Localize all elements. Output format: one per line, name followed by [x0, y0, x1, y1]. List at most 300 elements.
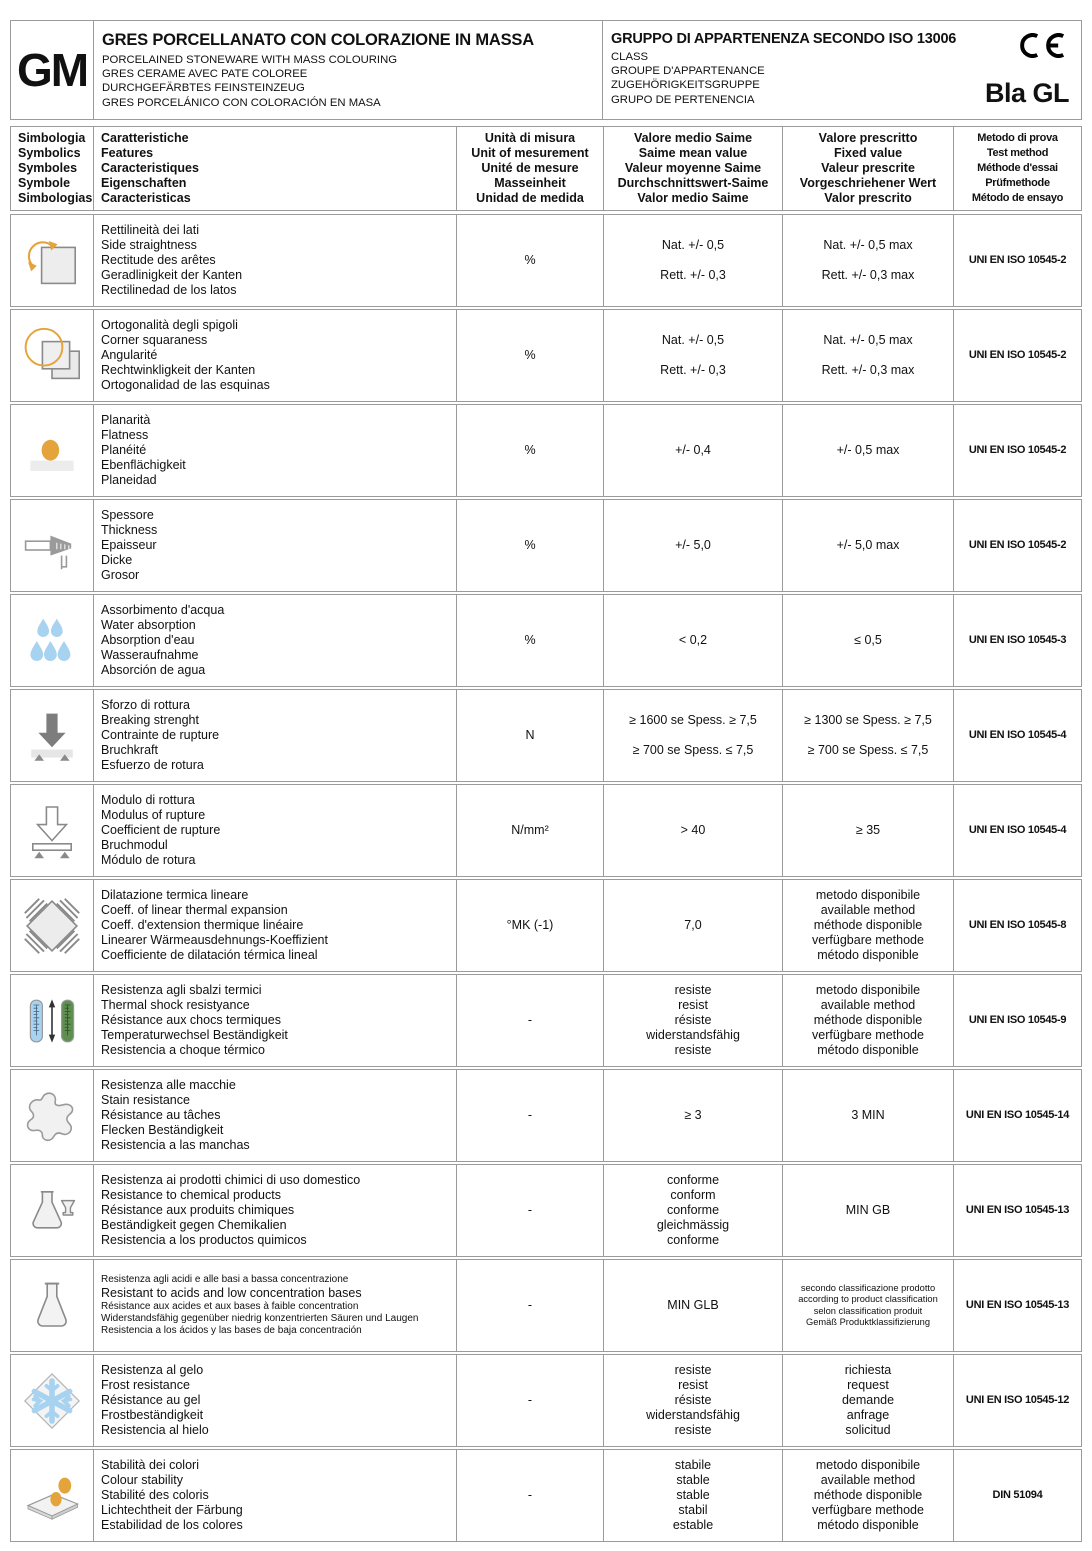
row-features: [93, 405, 456, 496]
text-line: Planéité: [101, 443, 147, 457]
table-row: [10, 689, 1082, 782]
text-line: Resistencia a choque térmico: [101, 1043, 265, 1057]
row-unit: [456, 1165, 603, 1256]
text-line: MIN GB: [845, 1203, 891, 1217]
text-line: Wasseraufnahme: [101, 648, 199, 662]
text-line: resiste: [674, 1043, 712, 1057]
text-line: Valeur prescrite: [821, 161, 915, 175]
text-line: Resistant to acids and low concentration bases: [101, 1286, 362, 1300]
text-line: Beständigkeit gegen Chemikalien: [101, 1218, 287, 1232]
row-mean-value: [603, 1355, 782, 1446]
row-unit: [456, 1260, 603, 1351]
text-line: UNI EN ISO 10545-13: [965, 1299, 1070, 1311]
text-line: UNI EN ISO 10545-3: [968, 634, 1067, 646]
text-line: método disponible: [817, 1518, 919, 1532]
text-line: Caracteristicas: [101, 191, 191, 205]
row-mean-value: [603, 405, 782, 496]
text-line: Resistencia a los ácidos y las bases de baja concentración: [101, 1325, 362, 1336]
text-line: Frostbeständigkeit: [101, 1408, 204, 1422]
row-fixed-value: [782, 310, 953, 401]
text-line: Méthode d'essai: [977, 162, 1058, 174]
text-line: +/- 5,0 max: [836, 538, 900, 552]
text-line: > 40: [680, 823, 706, 837]
text-line: [604, 728, 782, 743]
row-test-method: [953, 1070, 1081, 1161]
table-row: [10, 594, 1082, 687]
text-line: %: [524, 348, 536, 362]
table-row: [10, 879, 1082, 972]
text-line: Thickness: [101, 523, 158, 537]
row-symbol-cell: [11, 1450, 93, 1541]
text-line: Spessore: [101, 508, 154, 522]
text-line: résiste: [674, 1013, 712, 1027]
text-line: Linearer Wärmeausdehnungs-Koeffizient: [101, 933, 328, 947]
text-line: méthode disponible: [813, 1488, 923, 1502]
text-line: Vorgeschriehener Wert: [799, 176, 937, 190]
text-line: Side straightness: [101, 238, 197, 252]
text-line: Widerstandsfähig gegenüber niedrig konzentrierten Säuren und Laugen: [101, 1313, 419, 1324]
row-mean-value: [603, 1450, 782, 1541]
row-features: [93, 595, 456, 686]
class-marks: [985, 31, 1071, 113]
row-test-method: [953, 690, 1081, 781]
row-test-method: [953, 500, 1081, 591]
table-header-row: [10, 126, 1082, 211]
text-line: Planeidad: [101, 473, 157, 487]
row-fixed-value: [782, 690, 953, 781]
text-line: Flatness: [101, 428, 149, 442]
row-mean-value: [603, 215, 782, 306]
row-unit: [456, 500, 603, 591]
text-line: CLASS: [611, 51, 649, 63]
text-line: Angularité: [101, 348, 158, 362]
text-line: %: [524, 538, 536, 552]
text-line: stabil: [678, 1503, 708, 1517]
table-row: [10, 214, 1082, 307]
side-straightness-icon: [20, 229, 84, 293]
text-line: ≥ 700 se Spess. ≤ 7,5: [632, 743, 754, 757]
row-unit: [456, 595, 603, 686]
row-features: [93, 1070, 456, 1161]
row-mean-value: [603, 310, 782, 401]
text-line: Résistance aux acides et aux bases à faible concentration: [101, 1301, 359, 1312]
text-line: Rectitude des arêtes: [101, 253, 216, 267]
row-unit: [456, 310, 603, 401]
text-line: N: [525, 728, 535, 742]
row-mean-value: [603, 880, 782, 971]
row-test-method: [953, 880, 1081, 971]
text-line: Stabilité des coloris: [101, 1488, 209, 1502]
row-features: [93, 785, 456, 876]
text-line: solicitud: [845, 1423, 891, 1437]
table-row: [10, 1449, 1082, 1542]
text-line: conforme: [666, 1233, 720, 1247]
breaking-strength-icon: [20, 704, 84, 768]
text-line: Rectilinedad de los latos: [101, 283, 237, 297]
text-line: Ortogonalità degli spigoli: [101, 318, 238, 332]
text-line: UNI EN ISO 10545-2: [968, 254, 1067, 266]
row-features: [93, 690, 456, 781]
row-fixed-value: [782, 1355, 953, 1446]
text-line: estable: [672, 1518, 714, 1532]
text-line: anfrage: [846, 1408, 890, 1422]
row-symbol-cell: [11, 215, 93, 306]
text-line: GRUPO DE PERTENENCIA: [611, 93, 755, 106]
text-line: resiste: [674, 983, 712, 997]
text-line: ≥ 3: [684, 1108, 702, 1122]
text-line: Ebenflächigkeit: [101, 458, 186, 472]
text-line: Unité de mesure: [481, 161, 579, 175]
class-code: Bla GL: [984, 78, 1069, 108]
row-test-method: [953, 1260, 1081, 1351]
text-line: Gemäß Produktklassifizierung: [805, 1317, 930, 1327]
text-line: widerstandsfähig: [646, 1408, 740, 1422]
text-line: UNI EN ISO 10545-4: [968, 824, 1067, 836]
gm-logo-text: GM: [16, 44, 88, 96]
table-row: [10, 404, 1082, 497]
text-line: Esfuerzo de rotura: [101, 758, 204, 772]
text-line: DIN 51094: [992, 1489, 1043, 1501]
text-line: ZUGEHÖRIGKEITSGRUPPE: [611, 79, 760, 92]
text-line: Resistenza agli acidi e alle basi a bassa concentrazione: [101, 1274, 349, 1285]
frost-resistance-icon: [20, 1369, 84, 1433]
text-line: +/- 0,5 max: [836, 443, 900, 457]
text-line: Valeur moyenne Saime: [624, 161, 762, 175]
text-line: PORCELAINED STONEWARE WITH MASS COLOURING: [102, 54, 398, 66]
table-row: [10, 974, 1082, 1067]
thermal-expansion-icon: [20, 894, 84, 958]
row-mean-value: [603, 1165, 782, 1256]
text-line: Stabilità dei colori: [101, 1458, 199, 1472]
row-features: [93, 1450, 456, 1541]
acid-resistance-icon: [20, 1274, 84, 1338]
text-line: [783, 253, 953, 268]
text-line: Thermal shock resistyance: [101, 998, 250, 1012]
water-drops-icon: [20, 609, 84, 673]
row-test-method: [953, 1165, 1081, 1256]
row-mean-value: [603, 785, 782, 876]
text-line: conform: [670, 1188, 716, 1202]
text-line: ≥ 1300 se Spess. ≥ 7,5: [804, 713, 932, 727]
row-mean-value: [603, 595, 782, 686]
text-line: Geradlinigkeit der Kanten: [101, 268, 243, 282]
row-fixed-value: [782, 215, 953, 306]
text-line: -: [527, 1108, 533, 1122]
text-line: Symbole: [18, 176, 71, 190]
text-line: %: [524, 443, 536, 457]
row-fixed-value: [782, 880, 953, 971]
row-symbol-cell: [11, 595, 93, 686]
row-symbol-cell: [11, 1355, 93, 1446]
page-header: [10, 20, 1082, 120]
text-line: UNI EN ISO 10545-9: [968, 1014, 1067, 1026]
row-test-method: [953, 1355, 1081, 1446]
text-line: -: [527, 1488, 533, 1502]
row-features: [93, 1355, 456, 1446]
text-line: Epaisseur: [101, 538, 157, 552]
row-mean-value: [603, 1070, 782, 1161]
row-unit: [456, 1070, 603, 1161]
row-symbol-cell: [11, 785, 93, 876]
text-line: stabile: [674, 1458, 712, 1472]
table-row: [10, 309, 1082, 402]
text-line: [783, 728, 953, 743]
text-line: +/- 0,4: [675, 443, 711, 457]
class-block: [602, 21, 1081, 119]
text-line: [604, 348, 782, 363]
row-symbol-cell: [11, 405, 93, 496]
chemical-resistance-icon: [20, 1179, 84, 1243]
row-mean-value: [603, 500, 782, 591]
row-unit: [456, 880, 603, 971]
text-line: Test method: [986, 147, 1049, 159]
text-line: ≥ 1600 se Spess. ≥ 7,5: [629, 713, 757, 727]
text-line: Valor medio Saime: [637, 191, 749, 205]
text-line: DURCHGEFÄRBTES FEINSTEINZEUG: [102, 82, 305, 95]
text-line: Corner squaraness: [101, 333, 208, 347]
text-line: %: [524, 253, 536, 267]
table-row: [10, 499, 1082, 592]
text-line: resist: [678, 998, 708, 1012]
text-line: Nat. +/- 0,5: [661, 333, 725, 347]
row-mean-value: [603, 690, 782, 781]
text-line: Resistencia a las manchas: [101, 1138, 250, 1152]
header-symbol: [11, 127, 93, 210]
text-line: metodo disponibile: [815, 983, 921, 997]
corner-squareness-icon: [20, 324, 84, 388]
text-line: Caratteristiche: [101, 131, 189, 145]
text-line: request: [847, 1378, 889, 1392]
stain-resistance-icon: [20, 1084, 84, 1148]
text-line: Rett. +/- 0,3: [660, 268, 726, 282]
class-titles: [611, 31, 956, 113]
text-line: -: [527, 1298, 533, 1312]
text-line: ≤ 0,5: [854, 633, 882, 647]
text-line: Resistenza alle macchie: [101, 1078, 236, 1092]
text-line: [783, 348, 953, 363]
header-features: [93, 127, 456, 210]
row-symbol-cell: [11, 1165, 93, 1256]
text-line: Modulo di rottura: [101, 793, 195, 807]
colour-stability-icon: [20, 1464, 84, 1528]
thickness-icon: [20, 514, 84, 578]
text-line: verfügbare methode: [812, 1503, 924, 1517]
text-line: Absorption d'eau: [101, 633, 195, 647]
row-unit: [456, 1355, 603, 1446]
text-line: Bruchmodul: [101, 838, 168, 852]
row-symbol-cell: [11, 975, 93, 1066]
row-symbol-cell: [11, 500, 93, 591]
table-row: [10, 1069, 1082, 1162]
row-unit: [456, 215, 603, 306]
row-test-method: [953, 310, 1081, 401]
row-test-method: [953, 975, 1081, 1066]
row-mean-value: [603, 1260, 782, 1351]
text-line: GRES CERAME AVEC PATE COLOREE: [102, 68, 308, 81]
text-line: Coeff. of linear thermal expansion: [101, 903, 288, 917]
modulus-of-rupture-icon: [20, 799, 84, 863]
row-features: [93, 1165, 456, 1256]
text-line: Simbologias: [18, 191, 93, 205]
text-line: Eigenschaften: [101, 176, 187, 190]
row-fixed-value: [782, 405, 953, 496]
row-symbol-cell: [11, 690, 93, 781]
text-line: Coefficient de rupture: [101, 823, 221, 837]
text-line: Resistenza ai prodotti chimici di uso domestico: [101, 1173, 361, 1187]
header-test-method: [953, 127, 1081, 210]
text-line: UNI EN ISO 10545-8: [968, 919, 1067, 931]
text-line: richiesta: [844, 1363, 892, 1377]
text-line: Prüfmethode: [985, 177, 1050, 189]
row-symbol-cell: [11, 880, 93, 971]
text-line: Frost resistance: [101, 1378, 190, 1392]
text-line: Résistance au gel: [101, 1393, 201, 1407]
text-line: Resistenza agli sbalzi termici: [101, 983, 262, 997]
text-line: secondo classificazione prodotto: [800, 1282, 936, 1293]
text-line: ≥ 35: [855, 823, 881, 837]
text-line: selon classification produit: [813, 1305, 923, 1316]
text-line: verfügbare methode: [812, 933, 924, 947]
product-title-block: [93, 21, 602, 119]
text-line: Valore medio Saime: [633, 131, 753, 145]
text-line: UNI EN ISO 10545-12: [965, 1394, 1070, 1406]
text-line: Sforzo di rottura: [101, 698, 190, 712]
text-line: resiste: [674, 1363, 712, 1377]
text-line: metodo disponibile: [815, 1458, 921, 1472]
text-line: Resistenza al gelo: [101, 1363, 204, 1377]
text-line: Unità di misura: [484, 131, 576, 145]
text-line: 3 MIN: [851, 1108, 885, 1122]
text-line: Nat. +/- 0,5 max: [823, 238, 913, 252]
text-line: Water absorption: [101, 618, 196, 632]
gm-logo: [11, 21, 93, 119]
text-line: MIN GLB: [667, 1298, 719, 1312]
row-fixed-value: [782, 1165, 953, 1256]
row-unit: [456, 405, 603, 496]
text-line: UNI EN ISO 10545-2: [968, 539, 1067, 551]
text-line: N/mm²: [511, 823, 549, 837]
row-features: [93, 310, 456, 401]
text-line: Stain resistance: [101, 1093, 190, 1107]
text-line: résiste: [674, 1393, 712, 1407]
text-line: +/- 5,0: [675, 538, 711, 552]
text-line: -: [527, 1013, 533, 1027]
text-line: < 0,2: [678, 633, 708, 647]
text-line: Rechtwinkligkeit der Kanten: [101, 363, 256, 377]
text-line: Lichtechtheit der Färbung: [101, 1503, 243, 1517]
row-fixed-value: [782, 785, 953, 876]
text-line: Resistencia a los productos quimicos: [101, 1233, 307, 1247]
row-features: [93, 880, 456, 971]
header-fixed-value: [782, 127, 953, 210]
text-line: resiste: [674, 1423, 712, 1437]
text-line: UNI EN ISO 10545-4: [968, 729, 1067, 741]
text-line: Assorbimento d'acqua: [101, 603, 225, 617]
product-subtitles: [102, 53, 594, 110]
spec-table: [10, 126, 1082, 1542]
product-title: GRES PORCELLANATO CON COLORAZIONE IN MASSA: [102, 31, 534, 49]
text-line: Nat. +/- 0,5 max: [823, 333, 913, 347]
row-fixed-value: [782, 1070, 953, 1161]
text-line: método disponible: [817, 948, 919, 962]
text-line: Absorción de agua: [101, 663, 206, 677]
text-line: Temperaturwechsel Beständigkeit: [101, 1028, 288, 1042]
row-mean-value: [603, 975, 782, 1066]
row-fixed-value: [782, 595, 953, 686]
text-line: available method: [820, 998, 916, 1012]
row-test-method: [953, 215, 1081, 306]
text-line: UNI EN ISO 10545-13: [965, 1204, 1070, 1216]
text-line: -: [527, 1393, 533, 1407]
text-line: conforme: [666, 1173, 720, 1187]
text-line: ≥ 700 se Spess. ≤ 7,5: [807, 743, 929, 757]
text-line: Unidad de medida: [476, 191, 584, 205]
class-title: GRUPPO DI APPARTENENZA SECONDO ISO 13006: [611, 31, 957, 47]
row-features: [93, 500, 456, 591]
text-line: stable: [676, 1488, 710, 1502]
text-line: demande: [841, 1393, 895, 1407]
text-line: Grosor: [101, 568, 140, 582]
text-line: Saime mean value: [638, 146, 748, 160]
text-line: Coeff. d'extension thermique linéaire: [101, 918, 304, 932]
row-symbol-cell: [11, 1260, 93, 1351]
text-line: resist: [678, 1378, 708, 1392]
text-line: verfügbare methode: [812, 1028, 924, 1042]
text-line: méthode disponible: [813, 1013, 923, 1027]
text-line: Rett. +/- 0,3: [660, 363, 726, 377]
text-line: Simbologia: [18, 131, 86, 145]
text-line: Caracteristiques: [101, 161, 199, 175]
text-line: Unit of mesurement: [471, 146, 589, 160]
text-line: Flecken Beständigkeit: [101, 1123, 224, 1137]
header-unit: [456, 127, 603, 210]
table-row: [10, 1259, 1082, 1352]
text-line: Rett. +/- 0,3 max: [821, 268, 915, 282]
text-line: widerstandsfähig: [646, 1028, 740, 1042]
text-line: Método de ensayo: [971, 192, 1064, 204]
row-unit: [456, 975, 603, 1066]
class-subtitles: [611, 50, 956, 107]
text-line: Rettilineità dei lati: [101, 223, 199, 237]
row-fixed-value: [782, 1260, 953, 1351]
text-line: metodo disponibile: [815, 888, 921, 902]
text-line: [604, 253, 782, 268]
row-test-method: [953, 785, 1081, 876]
text-line: Metodo di prova: [977, 132, 1058, 144]
text-line: Resistance to chemical products: [101, 1188, 281, 1202]
text-line: UNI EN ISO 10545-2: [968, 444, 1067, 456]
row-symbol-cell: [11, 1070, 93, 1161]
text-line: Features: [101, 146, 154, 160]
row-unit: [456, 690, 603, 781]
text-line: Ortogonalidad de las esquinas: [101, 378, 270, 392]
text-line: conforme: [666, 1203, 720, 1217]
text-line: gleichmässig: [656, 1218, 730, 1232]
text-line: 7,0: [684, 918, 702, 932]
text-line: Symbolics: [18, 146, 81, 160]
text-line: Rett. +/- 0,3 max: [821, 363, 915, 377]
text-line: Valor prescrito: [824, 191, 912, 205]
text-line: UNI EN ISO 10545-14: [965, 1109, 1070, 1121]
thermal-shock-icon: [20, 989, 84, 1053]
row-fixed-value: [782, 975, 953, 1066]
text-line: stable: [676, 1473, 710, 1487]
text-line: Contrainte de rupture: [101, 728, 220, 742]
row-test-method: [953, 405, 1081, 496]
text-line: available method: [820, 1473, 916, 1487]
text-line: UNI EN ISO 10545-2: [968, 349, 1067, 361]
text-line: Resistencia al hielo: [101, 1423, 209, 1437]
